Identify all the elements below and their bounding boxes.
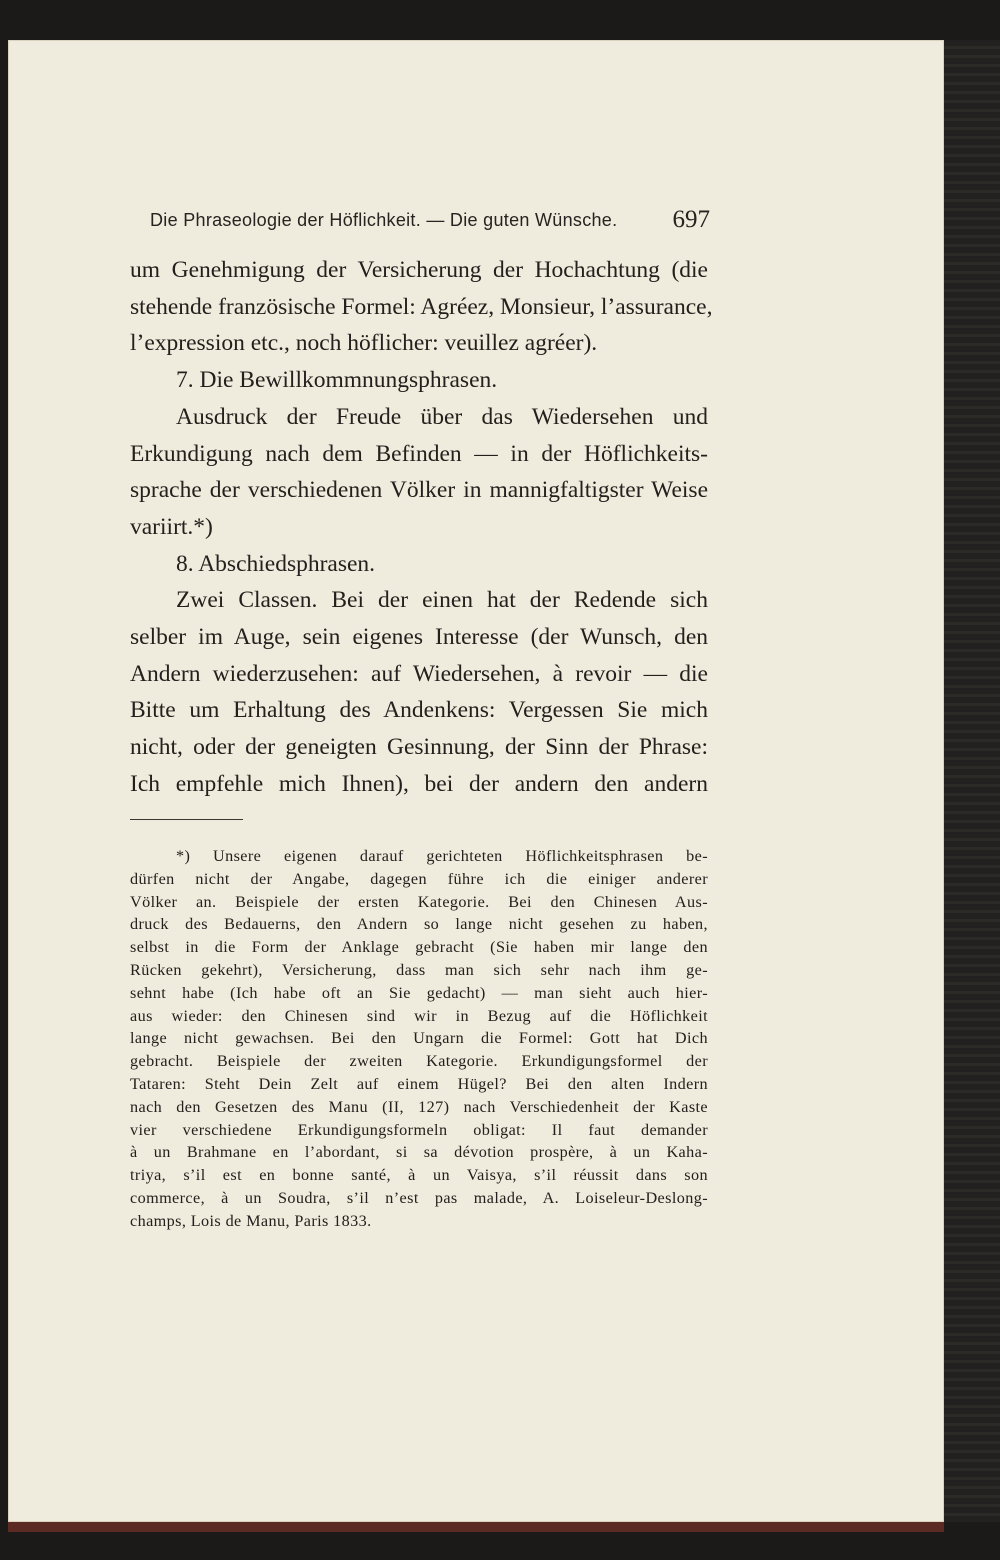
text-line: selber im Auge, sein eigenes Interesse (der Wunsch, den — [130, 624, 708, 651]
footnote-line: selbst in die Form der Anklage gebracht (Sie haben mir lange den — [130, 938, 708, 957]
footnote-line: à un Brahmane en l’abordant, si sa dévotion prospère, à un Kaha- — [130, 1143, 708, 1162]
text-line: variirt.*) — [130, 513, 213, 540]
footnote — [130, 845, 708, 1233]
text-line: Ausdruck der Freude über das Wiedersehen und — [176, 403, 708, 430]
page-number: 697 — [672, 206, 710, 233]
text-line: l’expression etc., noch höflicher: veuillez agréer). — [130, 330, 598, 357]
footnote-line: druck des Bedauerns, den Andern so lange nicht gesehen zu haben, — [130, 915, 708, 934]
text-line: um Genehmigung der Versicherung der Hochachtung (die — [130, 257, 708, 283]
footnote-line: sehnt habe (Ich habe oft an Sie gedacht) — man sieht auch hier- — [130, 983, 708, 1002]
footnote-line: vier verschiedene Erkundigungsformeln obligat: Il faut demander — [130, 1120, 708, 1139]
text-line: nicht, oder der geneigten Gesinnung, der Sinn der Phrase: — [130, 734, 708, 761]
main-text — [130, 252, 713, 803]
footnote-separator — [130, 819, 243, 820]
footnote-line: *) Unsere eigenen darauf gerichteten Höflichkeitsphrasen be- — [176, 847, 708, 865]
text-line: sprache der verschiedenen Völker in mannigfaltigster Weise — [130, 477, 708, 504]
footnote-line: Tataren: Steht Dein Zelt auf einem Hügel? Bei den alten Indern — [130, 1074, 708, 1093]
running-header-title: Die Phraseologie der Höflichkeit. — Die guten Wünsche. — [150, 210, 618, 230]
footnote-line: Rücken gekehrt), Versicherung, dass man sich sehr nach ihm ge- — [130, 960, 708, 979]
text-line: stehende französische Formel: Agréez, Monsieur, l’assurance, — [130, 293, 713, 320]
footnote-line: champs, Lois de Manu, Paris 1833. — [130, 1211, 372, 1230]
text-line: Zwei Classen. Bei der einen hat der Redende sich — [176, 587, 708, 614]
text-line: Andern wiederzusehen: auf Wiedersehen, à revoir — die — [130, 660, 708, 687]
footnote-line: dürfen nicht der Angabe, dagegen führe ich die einiger anderer — [130, 869, 708, 888]
book-edge-right — [944, 40, 1000, 1522]
text-line: Erkundigung nach dem Befinden — in der Höflichkeits- — [130, 440, 708, 467]
section-heading-8: 8. Abschiedsphrasen. — [176, 550, 376, 577]
footnote-line: lange nicht gewachsen. Bei den Ungarn die Formel: Gott hat Dich — [130, 1029, 708, 1048]
book-edge-bottom — [8, 1522, 944, 1532]
footnote-line: gebracht. Beispiele der zweiten Kategorie. Erkundigungsformel der — [130, 1052, 708, 1071]
text-line: Ich empfehle mich Ihnen), bei der andern den andern — [130, 770, 708, 797]
footnote-line: commerce, à un Soudra, s’il n’est pas malade, A. Loiseleur-Deslong- — [130, 1188, 708, 1207]
text-line: Bitte um Erhaltung des Andenkens: Vergessen Sie mich — [130, 697, 708, 724]
footnote-line: Völker an. Beispiele der ersten Kategorie. Bei den Chinesen Aus- — [130, 892, 708, 911]
footnote-line: aus wieder: den Chinesen sind wir in Bezug auf die Höflichkeit — [130, 1006, 708, 1025]
footnote-line: triya, s’il est en bonne santé, à un Vaisya, s’il réussit dans son — [130, 1166, 708, 1185]
section-heading-7: 7. Die Bewillkommnungsphrasen. — [176, 367, 498, 394]
running-header — [150, 208, 710, 238]
footnote-line: nach den Gesetzen des Manu (II, 127) nach Verschiedenheit der Kaste — [130, 1097, 708, 1116]
